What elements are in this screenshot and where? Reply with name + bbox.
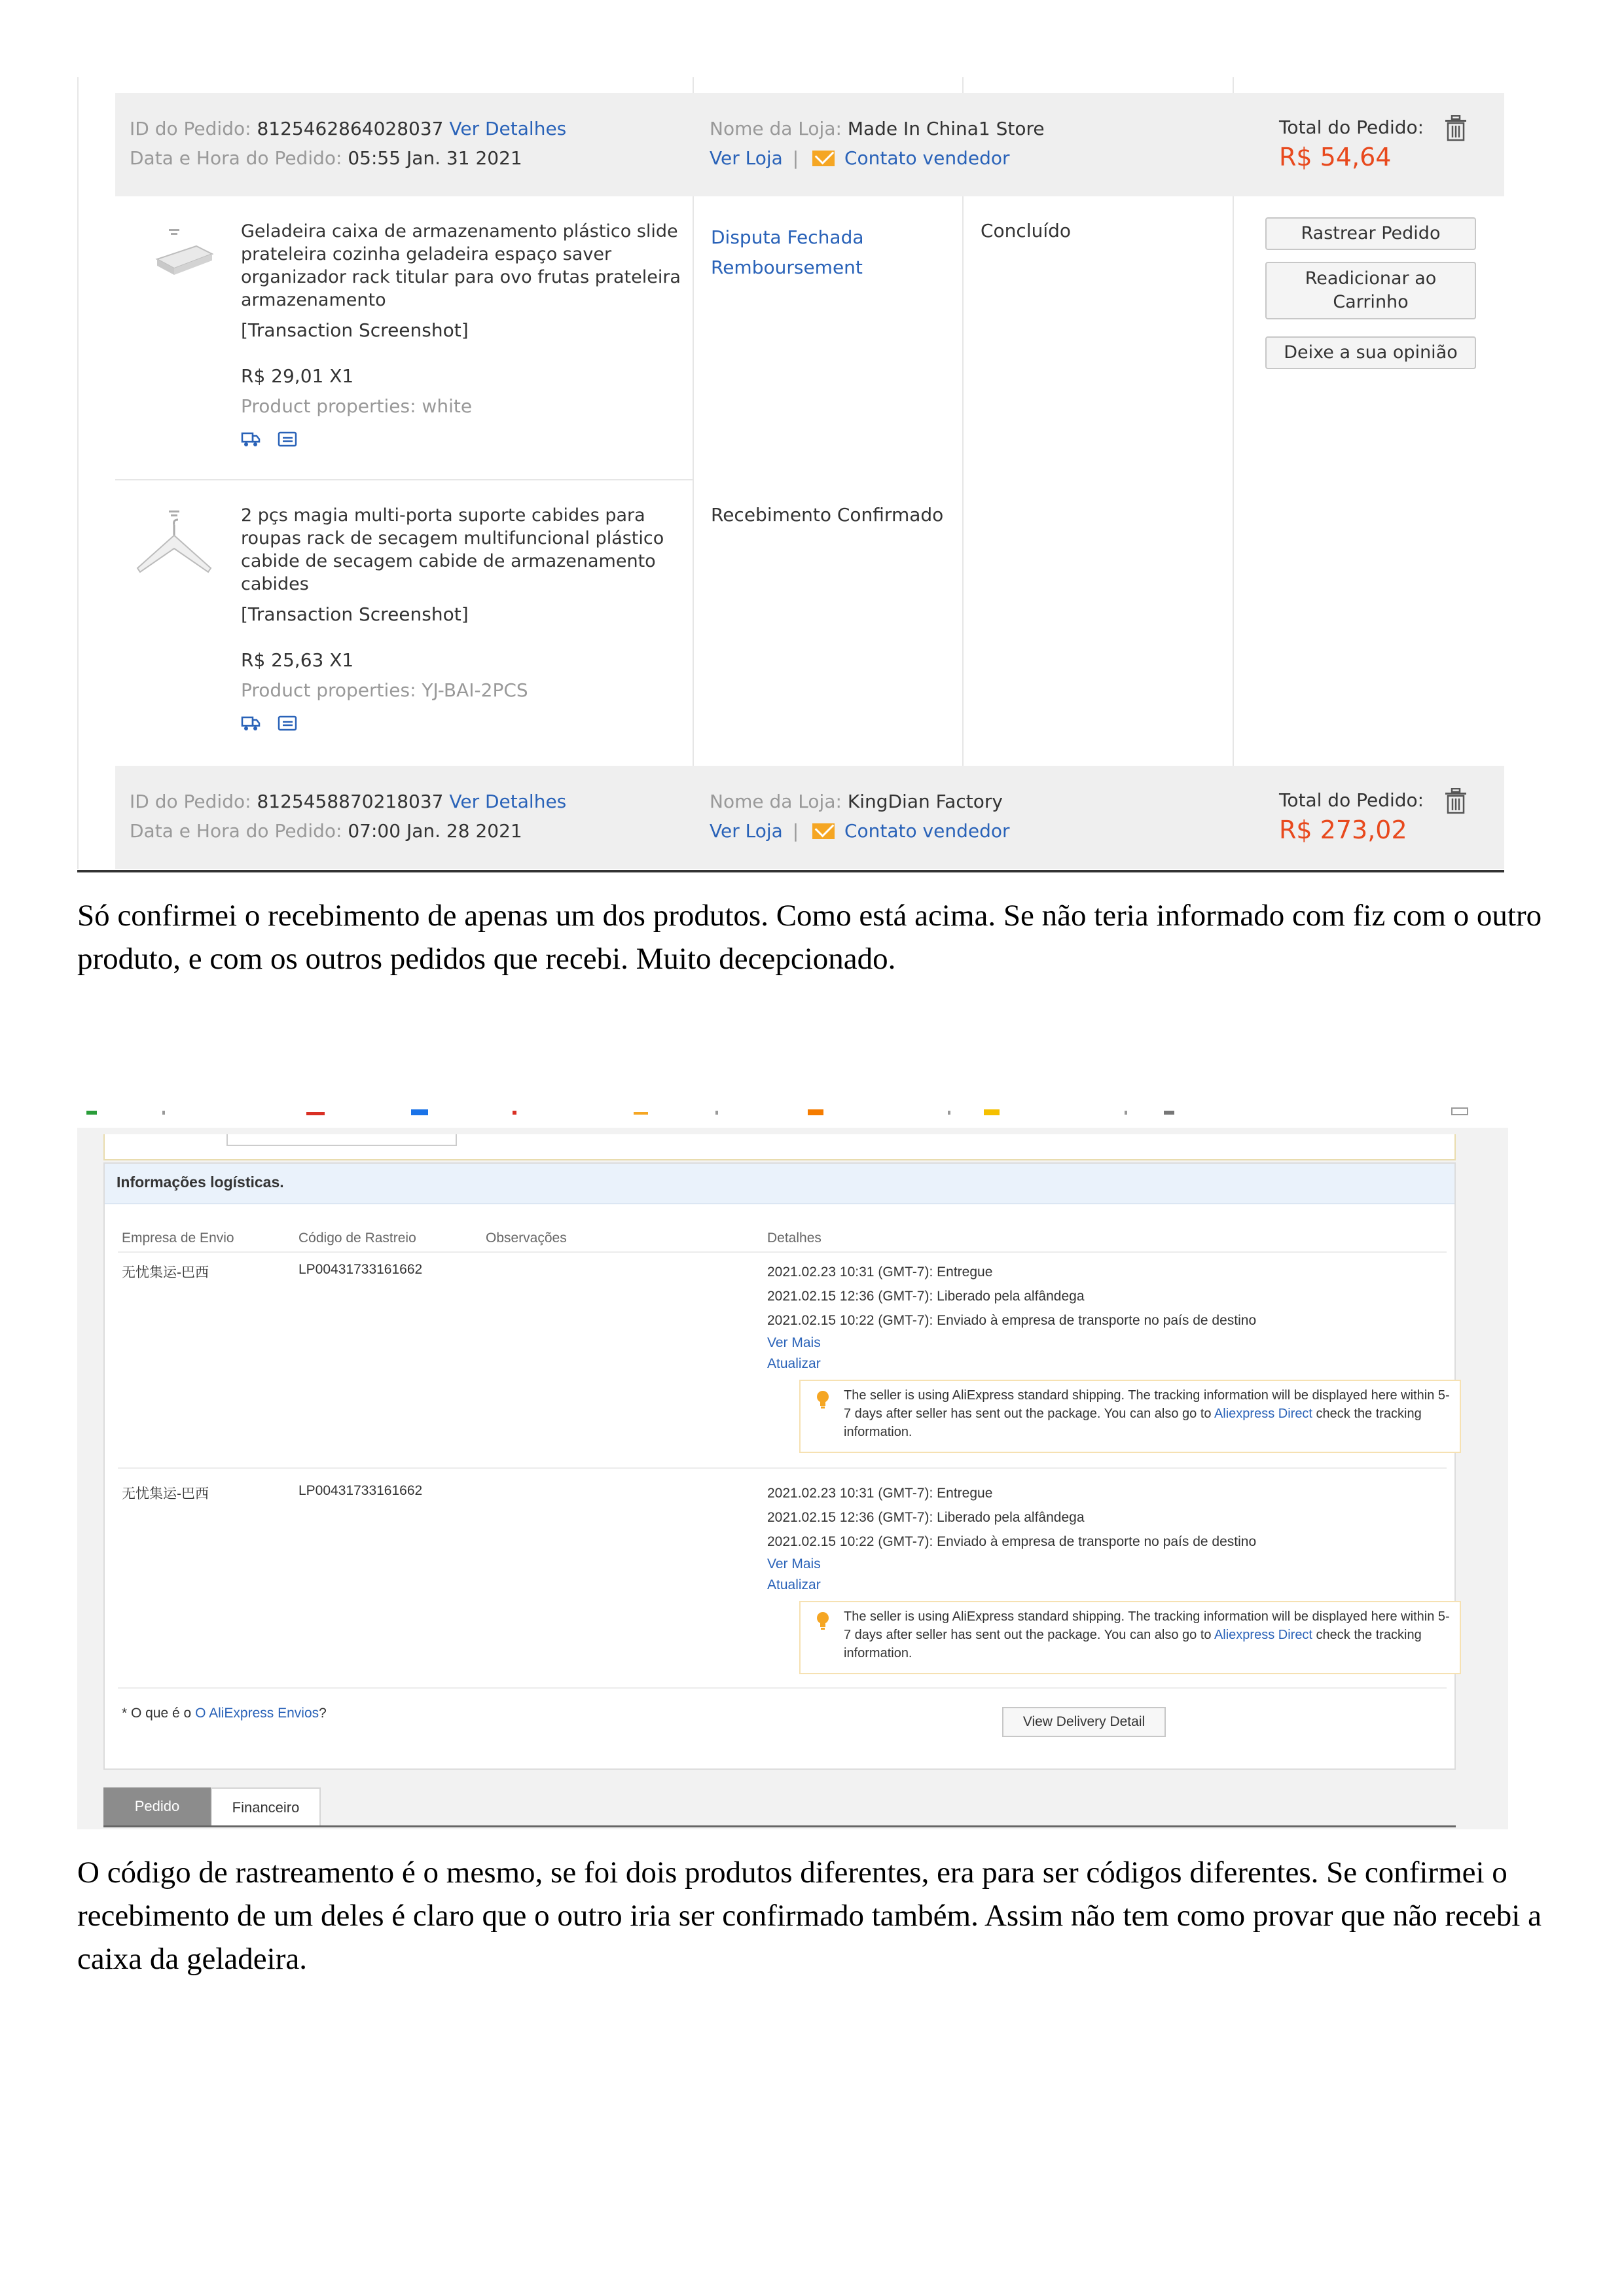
header-divider [118,1251,1447,1253]
store-name: KingDian Factory [847,791,1003,812]
store-name: Made In China1 Store [847,118,1045,139]
paragraph-1: Só confirmei o recebimento de apenas um dos produtos. Como está acima. Se não teria informado com fiz com o outro produto, e com os outros pedidos que recebi. Muito decepcionado. [77,899,1542,976]
tracking-event: 2021.02.15 12:36 (GMT-7): Liberado pela alfândega [767,1510,1085,1525]
return-icon[interactable] [278,431,297,448]
transaction-screenshot-link[interactable]: [Transaction Screenshot] [241,603,469,625]
tab-financial[interactable]: Financeiro [211,1787,321,1825]
item-properties: Product properties: white [241,395,473,417]
order-id-value: 8125458870218037 [257,791,444,812]
store-label: Nome da Loja: [710,791,842,812]
item-price: R$ 29,01 X1 [241,365,354,387]
store-links [710,147,1010,169]
column-divider [77,77,79,869]
product-thumbnail-hanger[interactable] [130,509,221,588]
order-total-value: R$ 54,64 [1279,143,1392,171]
tracking-event: 2021.02.15 12:36 (GMT-7): Liberado pela alfândega [767,1289,1085,1304]
view-details-link[interactable]: Ver Detalhes [449,791,567,812]
notice-text: The seller is using AliExpress standard shipping. The tracking information will be displayed here within 5-7 days after seller has sent out the package. You can also go to Aliexpress Direct check the tracking information. [844,1609,1450,1660]
store-label: Nome da Loja: [710,118,842,139]
truck-icon[interactable] [241,431,261,448]
column-header-notes: Observações [486,1230,567,1246]
tracking-event: 2021.02.15 10:22 (GMT-7): Enviado à empresa de transporte no país de destino [767,1534,1257,1549]
item-price: R$ 25,63 X1 [241,649,354,671]
store-links [710,820,1010,842]
tracking-code: LP00431733161662 [298,1483,423,1498]
see-more-link[interactable]: Ver Mais [767,1335,821,1350]
tracking-event: 2021.02.23 10:31 (GMT-7): Entregue [767,1486,993,1501]
view-store-link[interactable]: Ver Loja [710,820,783,842]
cropped-bookmark-icons [77,1105,1508,1116]
order-id-value: 8125462864028037 [257,118,444,139]
tracking-event: 2021.02.15 10:22 (GMT-7): Enviado à empresa de transporte no país de destino [767,1313,1257,1328]
order-date-value: 07:00 Jan. 28 2021 [348,820,522,842]
truck-icon[interactable] [241,715,261,732]
order-header-2 [115,766,1504,869]
refresh-link[interactable]: Atualizar [767,1356,821,1371]
order-total-label: Total do Pedido: [1279,789,1424,811]
transaction-screenshot-link[interactable]: [Transaction Screenshot] [241,319,469,341]
paragraph-2: O código de rastreamento é o mesmo, se foi dois produtos diferentes, era para ser códigos diferentes. Se confirmei o recebimento de um deles é claro que o outro iria ser confirmado também. Assim não tem como provar que não recebi a caixa da geladeira. [77,1856,1542,1976]
shipment-divider [118,1467,1447,1469]
view-details-link[interactable]: Ver Detalhes [449,118,567,139]
order-status: Concluído [981,220,1072,242]
column-header-tracking: Código de Rastreio [298,1230,416,1246]
mail-icon [812,151,835,166]
aliexpress-direct-link[interactable]: Aliexpress Direct [1214,1628,1312,1642]
column-header-details: Detalhes [767,1230,821,1246]
section-header [105,1164,1454,1204]
order-date-line [130,147,522,169]
trash-icon[interactable] [1444,788,1468,814]
order-id-line [130,118,566,139]
order-date-label: Data e Hora do Pedido: [130,820,342,842]
leave-review-button[interactable]: Deixe a sua opinião [1265,336,1476,369]
order-date-line [130,820,522,842]
footer-divider [118,1687,1447,1689]
lightbulb-icon [815,1390,831,1408]
trash-icon[interactable] [1444,115,1468,141]
dispute-closed-link[interactable]: Disputa Fechada [711,226,864,248]
aliexpress-direct-link[interactable]: Aliexpress Direct [1214,1407,1312,1421]
tab-bar [103,1784,1456,1827]
logistics-panel [103,1162,1456,1770]
contact-seller-link[interactable]: Contato vendedor [844,820,1010,842]
carrier-name: 无忧集运-巴西 [122,1486,209,1501]
tab-order[interactable]: Pedido [103,1787,211,1825]
cropped-button-edge [226,1134,457,1146]
receipt-confirmed-status: Recebimento Confirmado [711,504,944,526]
order-total-value: R$ 273,02 [1279,816,1407,844]
tracking-code: LP00431733161662 [298,1262,423,1277]
readd-to-cart-button[interactable] [1265,262,1476,319]
track-order-button[interactable]: Rastrear Pedido [1265,217,1476,250]
view-delivery-detail-button[interactable]: View Delivery Detail [1002,1707,1166,1737]
list-bottom-border [77,870,1504,872]
store-name-line [710,791,1003,812]
contact-seller-link[interactable]: Contato vendedor [844,147,1010,169]
item-title[interactable]: Geladeira caixa de armazenamento plástico slide prateleira cozinha geladeira espaço saver organizador rack titular para ovo frutas prateleira armazenamento [241,221,681,310]
carrier-name: 无忧集运-巴西 [122,1265,209,1280]
previous-section-edge [103,1134,1456,1160]
return-icon[interactable] [278,715,297,732]
shipping-notice [799,1380,1461,1453]
order-id-label: ID do Pedido: [130,118,251,139]
section-title: Informações logísticas. [117,1174,284,1191]
item-properties: Product properties: YJ-BAI-2PCS [241,679,528,701]
readd-to-cart-label-2: Carrinho [1333,292,1409,312]
order-total-label: Total do Pedido: [1279,117,1424,138]
aliexpress-shipping-link[interactable]: O AliExpress Envios [195,1706,319,1721]
readd-to-cart-label-1: Readicionar ao [1305,268,1437,289]
link-separator: | [792,147,799,169]
lightbulb-icon [815,1611,831,1630]
shipping-notice [799,1601,1461,1674]
order-date-label: Data e Hora do Pedido: [130,147,342,169]
order-id-label: ID do Pedido: [130,791,251,812]
link-separator: | [792,820,799,842]
refund-link[interactable]: Remboursement [711,257,863,278]
refresh-link[interactable]: Atualizar [767,1577,821,1592]
view-store-link[interactable]: Ver Loja [710,147,783,169]
order-date-value: 05:55 Jan. 31 2021 [348,147,522,169]
logistics-screenshot [77,1102,1508,1829]
tracking-event: 2021.02.23 10:31 (GMT-7): Entregue [767,1265,993,1280]
notice-text: The seller is using AliExpress standard shipping. The tracking information will be displayed here within 5-7 days after seller has sent out the package. You can also go to Aliexpress Direct check the tracking information. [844,1388,1450,1439]
item-divider [115,479,693,480]
order-header-1 [115,93,1504,196]
column-header-carrier: Empresa de Envio [122,1230,234,1246]
order-id-line [130,791,566,812]
cropped-browser-bar [77,1102,1508,1128]
store-name-line [710,118,1045,139]
order-list-screenshot [77,77,1504,872]
footnote: * O que é o O AliExpress Envios? [122,1706,327,1721]
mail-icon [812,823,835,839]
product-thumbnail-fridge-box[interactable] [149,228,221,280]
see-more-link[interactable]: Ver Mais [767,1556,821,1571]
item-title[interactable]: 2 pçs magia multi-porta suporte cabides para roupas rack de secagem multifuncional plástico cabide de secagem cabide de armazenamento cabides [241,505,664,594]
